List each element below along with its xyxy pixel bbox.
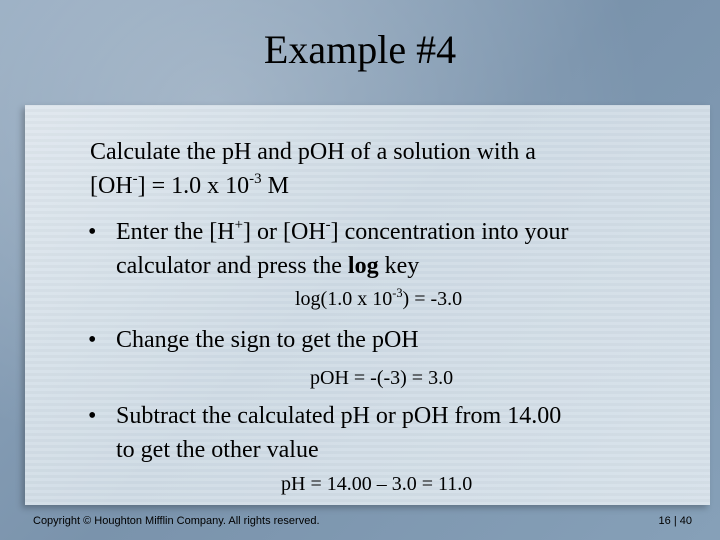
- bullet-text-part: key: [378, 253, 420, 279]
- formula-ph: pH = 14.00 – 3.0 = 11.0: [281, 473, 473, 495]
- bullet-text-part: calculator and press the: [116, 253, 348, 279]
- bullet-text: [116, 399, 561, 467]
- bullet-line-2: [116, 249, 569, 283]
- bullet-line-2: to get the other value: [116, 437, 319, 463]
- bullet-marker: •: [88, 403, 97, 429]
- bold-keyword: log: [347, 253, 379, 279]
- intro-text-part: M: [261, 173, 289, 199]
- formula-part: log(1.0 x 10: [295, 288, 393, 310]
- superscript: -3: [249, 171, 262, 188]
- copyright-text: Copyright © Houghton Mifflin Company. All rights reserved.: [33, 515, 320, 527]
- bullet-text-part: Enter the [H: [116, 219, 235, 245]
- intro-text-part: [OH: [90, 173, 133, 199]
- superscript: +: [234, 217, 244, 234]
- formula-log: [295, 286, 462, 312]
- title-area: [0, 0, 720, 100]
- slide-title: Example #4: [263, 27, 457, 72]
- formula-part: ) = -3.0: [402, 288, 463, 310]
- intro-text-part: ] = 1.0 x 10: [137, 173, 250, 199]
- bullet-text: [116, 215, 569, 283]
- intro-line-2: [90, 169, 536, 203]
- superscript: -: [325, 217, 331, 234]
- bullet-line-1: Change the sign to get the pOH: [116, 327, 419, 353]
- bullet-line-1: Subtract the calculated pH or pOH from 14.00: [116, 403, 562, 429]
- page-number: 16 | 40: [658, 515, 692, 527]
- bullet-marker: •: [88, 219, 97, 245]
- superscript: -3: [392, 285, 403, 300]
- intro-line-1: Calculate the pH and pOH of a solution with a: [90, 139, 536, 165]
- bullet-marker: •: [88, 327, 97, 353]
- superscript: -: [132, 171, 138, 188]
- intro-text: [90, 135, 536, 203]
- bullet-text-part: ] or [OH: [243, 219, 326, 245]
- slide-footer: [0, 512, 720, 536]
- formula-poh: pOH = -(-3) = 3.0: [310, 367, 454, 389]
- bullet-text-part: ] concentration into your: [330, 219, 569, 245]
- bullet-line-1: [116, 215, 569, 249]
- content-panel: [25, 105, 710, 505]
